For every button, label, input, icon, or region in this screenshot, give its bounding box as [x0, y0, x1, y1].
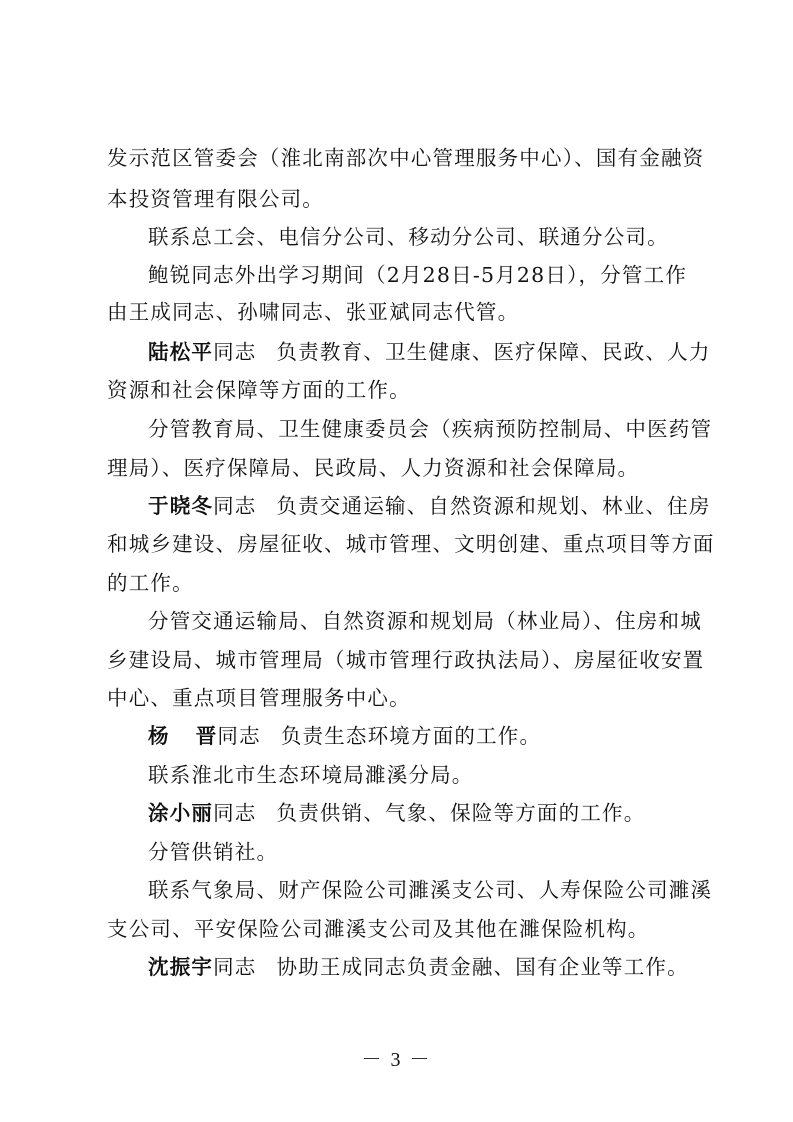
- official-suffix: 同志: [217, 724, 261, 748]
- official-entry: [148, 952, 689, 982]
- official-entry: [148, 337, 711, 367]
- paragraph-line: 联系总工会、电信分公司、移动分公司、联通分公司。: [148, 225, 669, 249]
- paragraph-line: 本投资管理有限公司。: [107, 187, 324, 211]
- paragraph-line: 支公司、平安保险公司濉溪支公司及其他在濉保险机构。: [107, 917, 650, 941]
- paragraph-line: 的工作。: [107, 571, 194, 595]
- official-name: 于晓冬: [148, 494, 214, 518]
- official-name: 杨: [148, 724, 170, 748]
- page-number: － 3 －: [361, 1049, 432, 1071]
- official-entry: [148, 798, 645, 828]
- official-name: 沈振宇: [148, 955, 214, 979]
- paragraph-line: 中心、重点项目管理服务中心。: [107, 686, 411, 710]
- official-duty: 协助王成同志负责金融、国有企业等工作。: [276, 955, 689, 979]
- official-name: 晋: [195, 724, 218, 748]
- paragraph-line: 分管交通运输局、自然资源和规划局（林业局）、住房和城: [148, 609, 702, 633]
- official-duty: 负责供销、气象、保险等方面的工作。: [276, 801, 646, 825]
- paragraph-line: 发示范区管委会（淮北南部次中心管理服务中心）、国有金融资: [107, 146, 705, 170]
- official-suffix: 同志: [213, 955, 257, 979]
- official-name: 陆松平: [148, 340, 214, 364]
- paragraph-line: 鲍锐同志外出学习期间（2月28日-5月28日），分管工作: [148, 263, 688, 287]
- paragraph-line: 资源和社会保障等方面的工作。: [107, 378, 411, 402]
- official-suffix: 同志: [213, 801, 257, 825]
- paragraph-line: 乡建设局、城市管理局（城市管理行政执法局）、房屋征收安置: [107, 648, 705, 672]
- official-entry: [148, 721, 541, 751]
- official-entry: [148, 491, 711, 521]
- official-duty: 负责生态环境方面的工作。: [280, 724, 542, 748]
- paragraph-line: 分管教育局、卫生健康委员会（疾病预防控制局、中医药管: [148, 417, 713, 441]
- paragraph-line: 联系气象局、财产保险公司濉溪支公司、人寿保险公司濉溪: [148, 878, 713, 902]
- official-suffix: 同志: [213, 340, 257, 364]
- official-name: 涂小丽: [148, 801, 214, 825]
- paragraph-line: 和城乡建设、房屋征收、城市管理、文明创建、重点项目等方面: [107, 532, 715, 556]
- paragraph-line: 理局）、医疗保障局、民政局、人力资源和社会保障局。: [107, 456, 640, 480]
- paragraph-line: 分管供销社。: [148, 840, 279, 864]
- official-suffix: 同志: [213, 494, 257, 518]
- paragraph-line: 联系淮北市生态环境局濉溪分局。: [148, 763, 474, 787]
- official-duty: 负责教育、卫生健康、医疗保障、民政、人力: [276, 340, 711, 364]
- official-duty: 负责交通运输、自然资源和规划、林业、住房: [276, 494, 711, 518]
- paragraph-line: 由王成同志、孙啸同志、张亚斌同志代管。: [107, 300, 520, 324]
